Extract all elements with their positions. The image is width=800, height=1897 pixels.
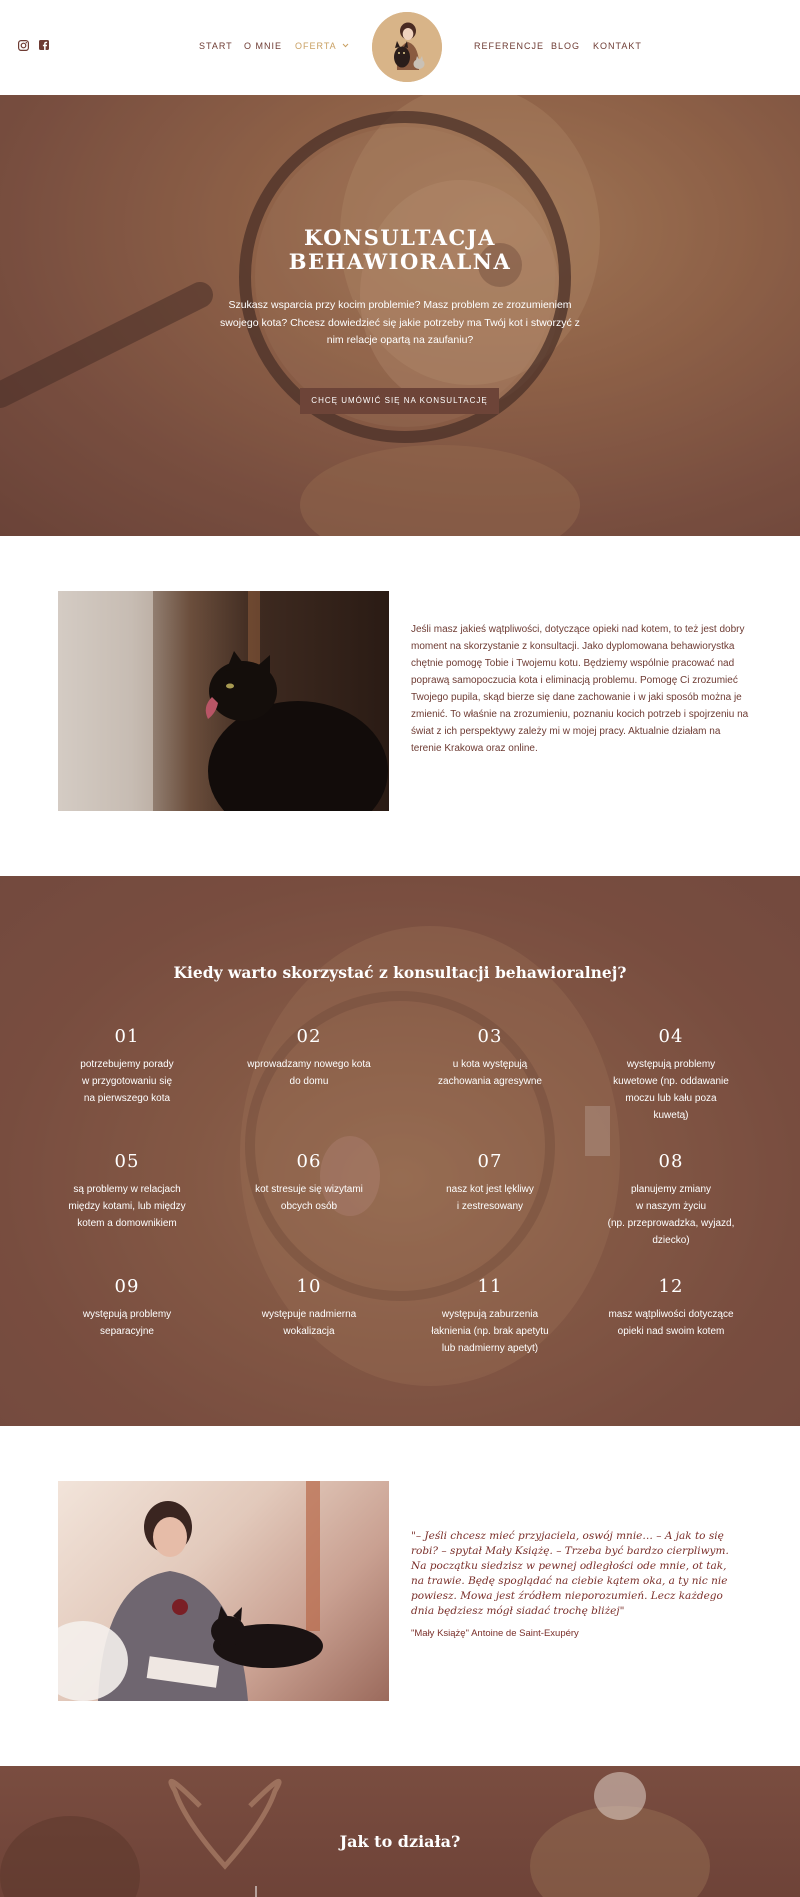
reason-item (405, 1026, 575, 1090)
reason-text: występują problemy separacyjne (82, 1309, 172, 1337)
nav-referencje[interactable]: REFERENCJE (474, 41, 545, 51)
reason-number: 08 (658, 1151, 684, 1172)
nav-kontakt[interactable]: KONTAKT (593, 41, 642, 51)
hero-description: Szukasz wsparcia przy kocim problemie? Masz problem ze zrozumieniem swojego kota? Chcesz dowiedzieć się jakie potrzeby ma Twój kot i stworzyć z nim relacje opartą na zaufaniu? (220, 299, 580, 346)
when-title: Kiedy warto skorzystać z konsultacji behawioralnej? (173, 963, 627, 982)
facebook-icon[interactable] (39, 40, 49, 50)
reason-text: wprowadzamy nowego kota do domu (247, 1059, 371, 1087)
logo-illustration (372, 12, 442, 82)
reason-text: nasz kot jest lękliwy i zestresowany (446, 1184, 534, 1212)
quote-author: "Mały Książę" Antoine de Saint-Exupéry (411, 1628, 579, 1639)
intro-paragraph: Jeśli masz jakieś wątpliwości, dotyczące opieki nad kotem, to też jest dobry moment na skorzystanie z konsultacji. Jako dyplomowana behawiorystka chętnie pomogę Tobie i Twojemu kotu. Będziemy wspólnie pracować nad poprawą samopoczucia kota i eliminacją problemu. Pomogę Ci zrozumieć Twojego pupila, skąd bierze się dane zachowanie i w jaki sposób można je zmienić. To właśnie na zrozumieniu, poznaniu kocich potrzeb i spojrzeniu na świat z ich perspektywy zależy mi w mojej pracy. Aktualnie działam na terenie Krakowa oraz online. (411, 624, 749, 754)
reason-number: 03 (477, 1026, 503, 1047)
black-cat-illustration (58, 591, 389, 811)
how-section (0, 1766, 800, 1897)
hero-section (0, 95, 800, 536)
reason-number: 06 (296, 1151, 322, 1172)
reason-item (224, 1026, 394, 1090)
how-title: Jak to działa? (339, 1832, 461, 1851)
reason-text: masz wątpliwości dotyczące opieki nad swoim kotem (608, 1309, 734, 1337)
reason-text: występują zaburzenia łaknienia (np. brak apetytu lub nadmierny apetyt) (431, 1309, 549, 1354)
reason-number: 05 (114, 1151, 140, 1172)
logo[interactable] (372, 12, 442, 82)
reason-number: 10 (296, 1276, 322, 1297)
reason-text: kot stresuje się wizytami obcych osób (255, 1184, 363, 1212)
reason-item (224, 1151, 394, 1215)
reason-item (405, 1151, 575, 1215)
nav-blog[interactable]: BLOG (551, 41, 581, 51)
quote-text: "– Jeśli chcesz mieć przyjaciela, oswój mnie… – A jak to się robi? – spytał Mały Książę. – Trzeba być bardzo cierpliwym. Na początku siedzisz w pewnej odległości ode mnie, ot tak, na trawie. Będę spoglądać na ciebie kątem oka, a ty nic nie powiesz. Mowa jest źródłem nieporozumień. Lecz każdego dnia będziesz mógł siadać trochę bliżej" (411, 1530, 729, 1617)
reason-item (586, 1151, 756, 1249)
woman-with-cat-illustration (58, 1481, 389, 1701)
reason-item (42, 1276, 212, 1340)
reason-number: 04 (658, 1026, 684, 1047)
reason-number: 02 (296, 1026, 322, 1047)
nav-o-mnie[interactable]: O MNIE (244, 41, 283, 51)
site-header (0, 0, 800, 95)
reason-item (42, 1151, 212, 1232)
reason-text: są problemy w relacjach między kotami, lub między kotem a domownikiem (68, 1184, 186, 1229)
reason-text: potrzebujemy porady w przygotowaniu się na pierwszego kota (80, 1059, 174, 1104)
reason-number: 09 (114, 1276, 140, 1297)
hero-title: KONSULTACJA BEHAWIORALNA (288, 225, 512, 274)
nav-oferta[interactable] (295, 41, 349, 51)
reason-text: u kota występują zachowania agresywne (438, 1059, 542, 1087)
reason-number: 01 (114, 1026, 140, 1047)
black-cat-photo (58, 591, 389, 811)
reason-item (405, 1276, 575, 1357)
nav-start[interactable]: START (199, 41, 233, 51)
reason-text: planujemy zmiany w naszym życiu (np. przeprowadzka, wyjazd, dziecko) (607, 1184, 735, 1246)
reason-number: 07 (477, 1151, 503, 1172)
chevron-down-icon (342, 43, 349, 48)
woman-with-cat-photo (58, 1481, 389, 1701)
reason-text: występuje nadmierna wokalizacja (261, 1309, 357, 1337)
reason-item (586, 1026, 756, 1124)
instagram-icon[interactable] (18, 40, 29, 51)
reason-item (42, 1026, 212, 1107)
nav-oferta-label: OFERTA (295, 41, 337, 51)
book-consultation-button[interactable]: CHCĘ UMÓWIĆ SIĘ NA KONSULTACJĘ (300, 388, 499, 414)
reason-item (224, 1276, 394, 1340)
reason-item (586, 1276, 756, 1340)
reason-text: występują problemy kuwetowe (np. oddawanie moczu lub kału poza kuwetą) (613, 1059, 729, 1121)
reason-number: 11 (477, 1276, 503, 1297)
reason-number: 12 (658, 1276, 684, 1297)
when-section (0, 876, 800, 1426)
